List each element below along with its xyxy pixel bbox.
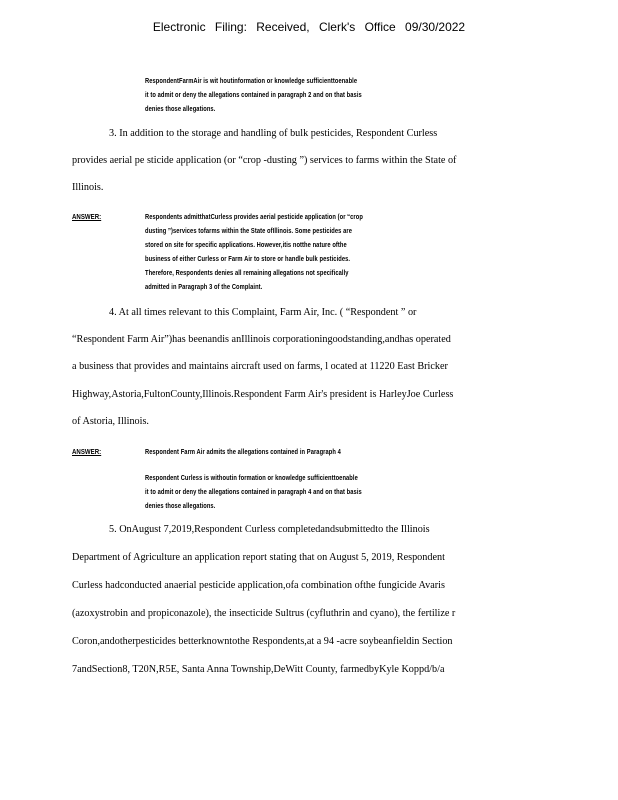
- para4-line-2: “Respondent Farm Air”)has beenandis anIllinois corporationingoodstanding,andhas operated: [72, 334, 451, 345]
- para4-line-4: Highway,Astoria,FultonCounty,Illinois.Respondent Farm Air's president is HarleyJoe Curless: [72, 389, 454, 400]
- para4-line-1: 4. At all times relevant to this Complaint, Farm Air, Inc. ( “Respondent ” or: [109, 307, 417, 318]
- answer3-line-5: Therefore, Respondents denies all remaining allegations not specifically: [145, 268, 349, 277]
- para5-line-6: 7andSection8, T20N,R5E, Santa Anna Township,DeWitt County, farmedbyKyle Koppd/b/a: [72, 664, 445, 675]
- block4b-line-3: denies those allegations.: [145, 501, 216, 510]
- para5-line-4: (azoxystrobin and propiconazole), the insecticide Sultrus (cyfluthrin and cyano), the fertilize r: [72, 608, 456, 619]
- para3-line-3: Illinois.: [72, 182, 104, 193]
- answer-label-4: ANSWER:: [72, 447, 102, 456]
- para3-line-1: 3. In addition to the storage and handling of bulk pesticides, Respondent Curless: [109, 128, 438, 139]
- answer3-line-2: dusting ”)services tofarms within the State ofIllinois. Some pesticides are: [145, 226, 352, 235]
- block1-line-1: RespondentFarmAir is wit houtinformation or knowledge sufficienttoenable: [145, 76, 358, 85]
- answer3-line-6: admitted in Paragraph 3 of the Complaint.: [145, 282, 263, 291]
- para3-line-2: provides aerial pe sticide application (or “crop -dusting ”) services to farms within the State of: [72, 155, 457, 166]
- para4-line-3: a business that provides and maintains aircraft used on farms, l ocated at 11220 East Bricker: [72, 361, 448, 372]
- answer-label-3: ANSWER:: [72, 212, 102, 221]
- block1-line-2: it to admit or deny the allegations contained in paragraph 2 and on that basis: [145, 90, 362, 99]
- block4b-line-2: it to admit or deny the allegations contained in paragraph 4 and on that basis: [145, 487, 362, 496]
- para5-line-1: 5. OnAugust 7,2019,Respondent Curless completedandsubmittedto the Illinois: [109, 524, 430, 535]
- para5-line-3: Curless hadconducted anaerial pesticide application,ofa combination ofthe fungicide Avaris: [72, 580, 445, 591]
- answer4-line-1: Respondent Farm Air admits the allegations contained in Paragraph 4: [145, 447, 341, 456]
- block4b-line-1: Respondent Curless is withoutin formation or knowledge sufficienttoenable: [145, 473, 358, 482]
- para4-line-5: of Astoria, Illinois.: [72, 416, 149, 427]
- para5-line-5: Coron,andotherpesticides betterknowntothe Respondents,at a 94 -acre soybeanfieldin Section: [72, 636, 453, 647]
- block1-line-3: denies those allegations.: [145, 104, 216, 113]
- answer3-line-3: stored on site for specific applications. However,itis notthe nature ofthe: [145, 240, 347, 249]
- para5-line-2: Department of Agriculture an application report stating that on August 5, 2019, Respondent: [72, 552, 445, 563]
- filing-header: Electronic Filing: Received, Clerk's Office 09/30/2022: [152, 20, 466, 34]
- answer3-line-1: Respondents admitthatCurless provides aerial pesticide application (or “crop: [145, 212, 363, 221]
- answer3-line-4: business of either Curless or Farm Air to store or handle bulk pesticides.: [145, 254, 351, 263]
